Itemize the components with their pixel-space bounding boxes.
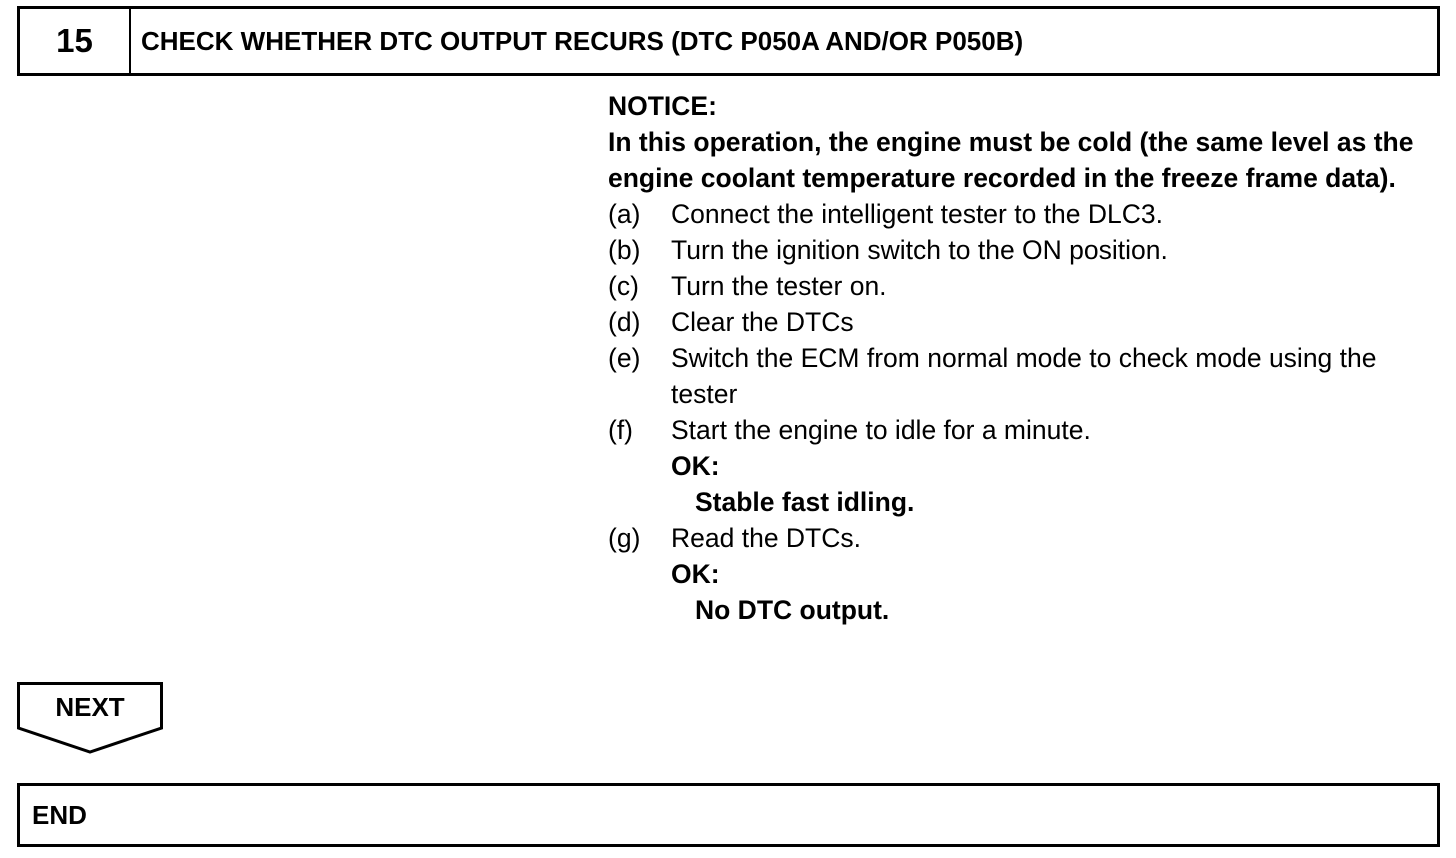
step-letter: (f) bbox=[608, 415, 634, 445]
step-a bbox=[608, 196, 1436, 232]
step-text: Connect the intelligent tester to the DLC3. bbox=[671, 199, 1164, 229]
step-letter: (a) bbox=[608, 199, 641, 229]
ok-value: Stable fast idling. bbox=[695, 487, 915, 517]
step-f bbox=[608, 412, 1436, 448]
step-header bbox=[17, 6, 1440, 76]
step-text: Start the engine to idle for a minute. bbox=[671, 415, 1091, 445]
step-d bbox=[608, 304, 1436, 340]
end-label: END bbox=[32, 800, 87, 830]
step-letter: (c) bbox=[608, 271, 639, 301]
notice-text: In this operation, the engine must be cold (the same level as the engine coolant temperature recorded in the freeze frame data). bbox=[608, 127, 1414, 193]
ok-value: No DTC output. bbox=[695, 595, 890, 625]
step-letter: (g) bbox=[608, 523, 641, 553]
step-text: Clear the DTCs bbox=[671, 307, 854, 337]
end-box bbox=[17, 783, 1440, 847]
step-letter: (d) bbox=[608, 307, 641, 337]
step-text: Turn the tester on. bbox=[671, 271, 887, 301]
step-b bbox=[608, 232, 1436, 268]
step-title: CHECK WHETHER DTC OUTPUT RECURS (DTC P050A AND/OR P050B) bbox=[141, 26, 1024, 56]
procedure-content bbox=[608, 88, 1436, 628]
next-label: NEXT bbox=[55, 692, 125, 722]
notice-label: NOTICE: bbox=[608, 91, 717, 121]
step-g bbox=[608, 520, 1436, 556]
step-text: Read the DTCs. bbox=[671, 523, 861, 553]
step-letter: (b) bbox=[608, 235, 641, 265]
step-number: 15 bbox=[20, 9, 131, 73]
step-text: Turn the ignition switch to the ON position. bbox=[671, 235, 1168, 265]
step-letter: (e) bbox=[608, 343, 641, 373]
ok-label: OK: bbox=[671, 451, 720, 481]
step-text: Switch the ECM from normal mode to check mode using the tester bbox=[671, 343, 1377, 409]
step-e bbox=[608, 340, 1436, 412]
step-c bbox=[608, 268, 1436, 304]
ok-label: OK: bbox=[671, 559, 720, 589]
next-arrow bbox=[17, 682, 163, 754]
